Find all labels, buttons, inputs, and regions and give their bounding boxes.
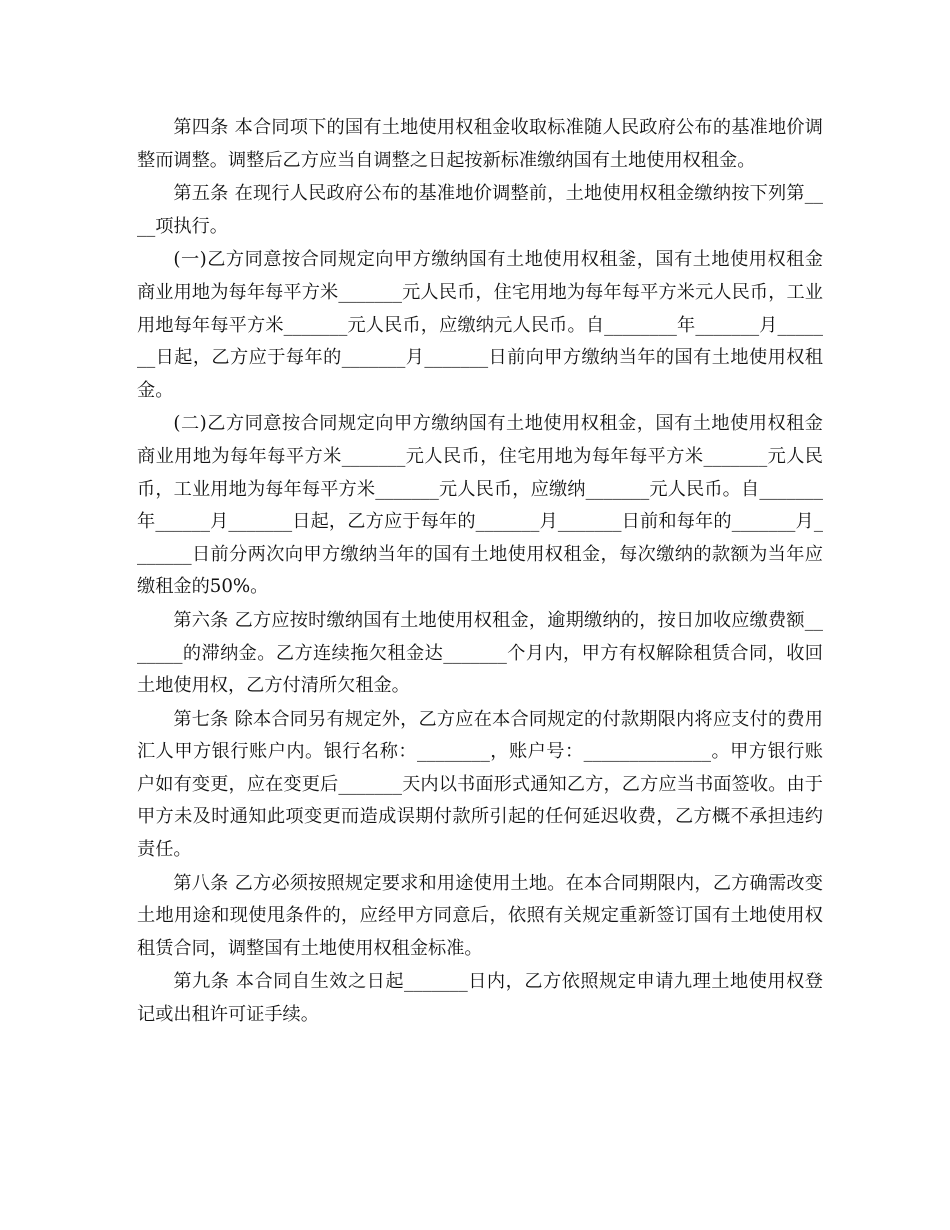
article-9-paragraph: 第九条 本合同自生效之日起_______日内，乙方依照规定申请九理土地使用权登记或出租许可证手续。 <box>137 971 823 1026</box>
article-5-paragraph: 第五条 在现行人民政府公布的基准地价调整前，土地使用权租金缴纳按下列第____项执行。 <box>137 183 823 237</box>
article-6-paragraph: 第六条 乙方应按时缴纳国有土地使用权租金，逾期缴纳的，按日加收应缴费额_______的滞纳金。乙方连续拖欠租金达_______个月内，甲方有权解除租赁合同，收回 土地使用权，乙方付清所欠租金。 <box>137 609 823 697</box>
article-5-option-2-paragraph: (二)乙方同意按合同规定向甲方缴纳国有土地使用权租金，国有土地使用权租金商业用地为每年每平方米_______元人民币，住宅用地为每年每平方米_______元人民币，工业用地为每年每平方米_______元人民币，应缴纳_______元人民币。自_______年______月_______日起，乙方应于每年的_______月_______日前和每年的_______月_______日前分两次向甲方缴纳当年的国有土地使用权租金，每次缴纳的款额为当年应缴租金的50%。 <box>137 413 823 598</box>
contract-body <box>137 112 823 1033</box>
article-7-paragraph: 第七条 除本合同另有规定外，乙方应在本合同规定的付款期限内将应支付的费用汇人甲方银行账户内。银行名称：________，账户号：______________。甲方银行账户如有变更，应在变更后_______天内以书面形式通知乙方，乙方应当书面签收。由于甲方未及时通知此项变更而造成误期付款所引起的任何延迟收费，乙方概不承担违约责任。 <box>137 708 823 861</box>
article-8-paragraph: 第八条 乙方必须按照规定要求和用途使用土地。在本合同期限内，乙方确需改变土地用途和现使甩条件的，应经甲方同意后，依照有关规定重新签订国有土地使用权租赁合同，调整国有土地使用权租金标准。 <box>137 872 823 959</box>
article-5-option-1-paragraph: (一)乙方同意按合同规定向甲方缴纳国有土地使用权租釜，国有土地使用权租金商业用地为每年每平方米_______元人民币，住宅用地为每年每平方米元人民币，工业用地每年每平方米_______元人民币，应缴纳元人民币。自________年_______月_______日起，乙方应于每年的_______月_______日前向甲方缴纳当年的国有土地使用权租金。 <box>137 249 823 401</box>
article-4-paragraph: 第四条 本合同项下的国有土地使用权租金收取标准随人民政府公布的基准地价调整而调整。调整后乙方应当自调整之日起按新标准缴纳国有土地使用权租金。 <box>137 117 823 171</box>
